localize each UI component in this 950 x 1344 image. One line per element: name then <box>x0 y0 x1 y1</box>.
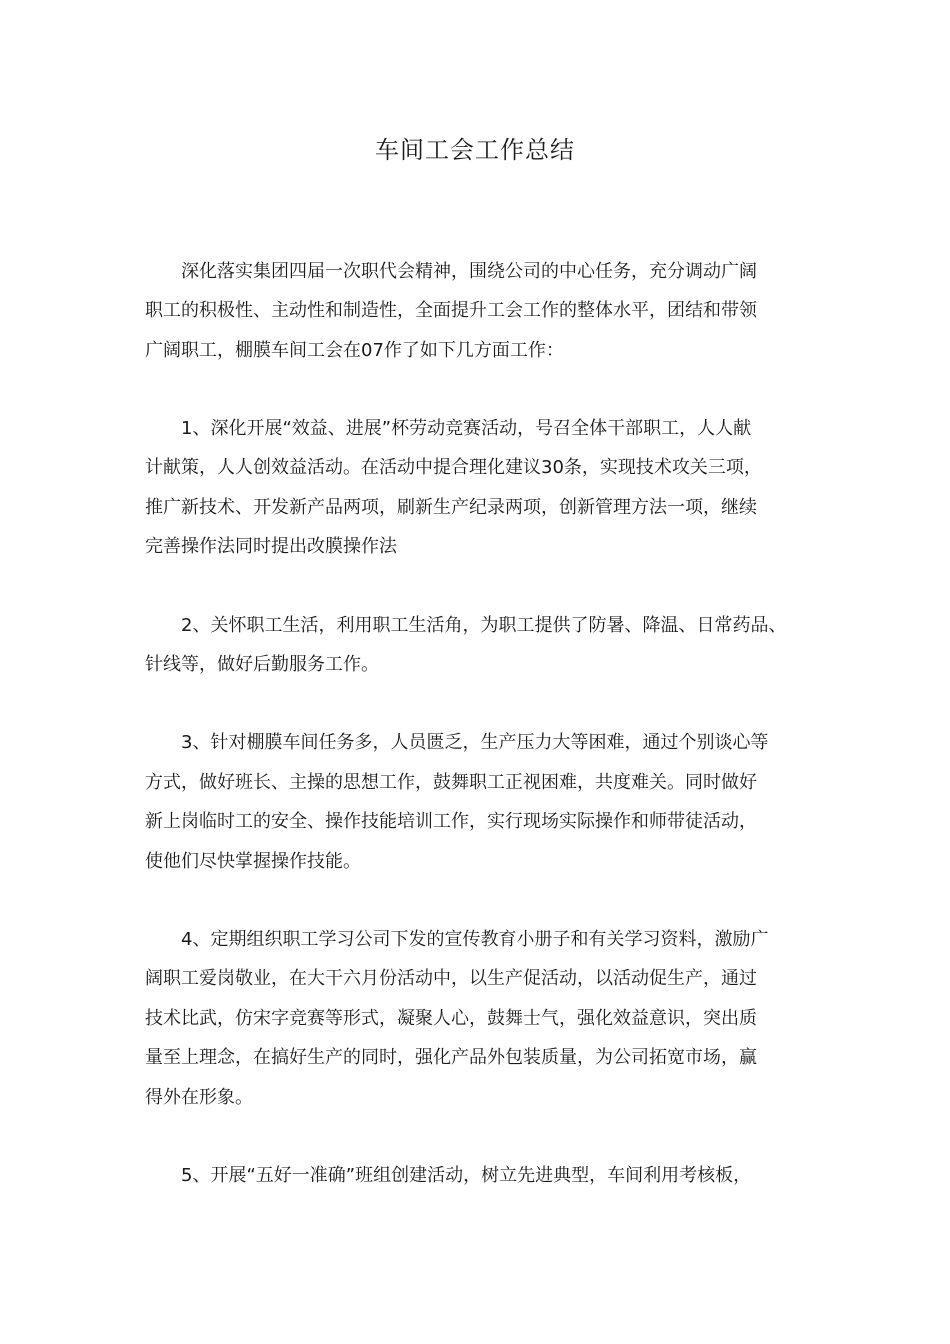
paragraph-item-2-line-1: 2、关怀职工生活，利用职工生活角，为职工提供了防暑、降温、日常药品、 <box>181 615 787 636</box>
paragraph-intro-line-1: 深化落实集团四届一次职代会精神，围绕公司的中心任务，充分调动广阔 <box>181 261 757 282</box>
paragraph-item-3-line-3: 新上岗临时工的安全、操作技能培训工作，实行现场实际操作和师带徒活动， <box>145 811 757 832</box>
paragraph-item-3-line-2: 方式，做好班长、主操的思想工作，鼓舞职工正视困难，共度难关。同时做好 <box>145 772 757 793</box>
paragraph-item-4-line-3: 技术比武，仿宋字竞赛等形式，凝聚人心，鼓舞士气，强化效益意识，突出质 <box>145 1008 757 1029</box>
paragraph-item-3-line-4: 使他们尽快掌握操作技能。 <box>145 851 361 872</box>
paragraph-item-3-line-1: 3、针对棚膜车间任务多，人员匮乏，生产压力大等困难，通过个别谈心等 <box>181 732 769 753</box>
paragraph-item-1-line-3: 推广新技术、开发新产品两项，刷新生产纪录两项，创新管理方法一项，继续 <box>145 497 757 518</box>
paragraph-item-1-line-2: 计献策，人人创效益活动。在活动中提合理化建议30条，实现技术攻关三项， <box>145 457 762 478</box>
paragraph-intro-line-2: 职工的积极性、主动性和制造性，全面提升工会工作的整体水平，团结和带领 <box>145 300 757 321</box>
paragraph-item-5-line-1: 5、开展“五好一准确”班组创建活动，树立先进典型，车间利用考核板， <box>181 1165 752 1186</box>
paragraph-item-4-line-5: 得外在形象。 <box>145 1087 253 1108</box>
paragraph-item-4-line-4: 量至上理念，在搞好生产的同时，强化产品外包装质量，为公司拓宽市场，赢 <box>145 1047 757 1068</box>
paragraph-item-4-line-2: 阔职工爱岗敬业，在大干六月份活动中，以生产促活动，以活动促生产，通过 <box>145 968 757 989</box>
paragraph-item-4-line-1: 4、定期组织职工学习公司下发的宣传教育小册子和有关学习资料，激励广 <box>181 929 769 950</box>
paragraph-item-1-line-1: 1、深化开展“效益、进展”杯劳动竞赛活动，号召全体干部职工，人人献 <box>181 418 752 439</box>
document-title: 车间工会工作总结 <box>375 136 575 164</box>
paragraph-intro-line-3: 广阔职工，棚膜车间工会在07作了如下几方面工作： <box>145 340 564 361</box>
paragraph-item-1-line-4: 完善操作法同时提出改膜操作法 <box>145 536 397 557</box>
paragraph-item-2-line-2: 针线等，做好后勤服务工作。 <box>145 654 379 675</box>
